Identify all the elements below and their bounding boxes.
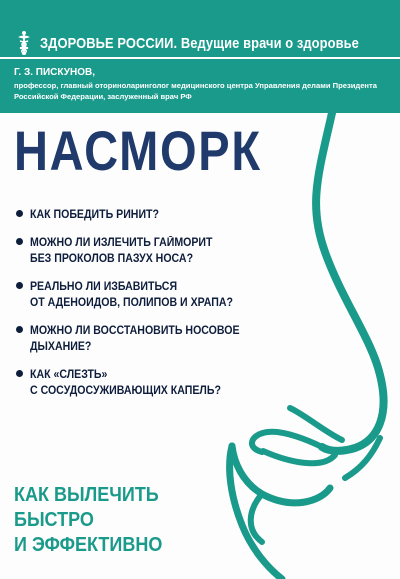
tagline: КАК ВЫЛЕЧИТЬ БЫСТРО И ЭФФЕКТИВНО xyxy=(14,484,163,556)
series-row xyxy=(14,30,400,56)
series-title: ЗДОРОВЬЕ РОССИИ. Ведущие врачи о здоровье xyxy=(40,34,359,52)
list-item xyxy=(16,279,306,311)
header-band xyxy=(0,0,400,113)
list-item xyxy=(16,323,306,355)
caduceus-icon xyxy=(14,30,34,56)
bullet-icon xyxy=(16,282,23,289)
author-name: Г. З. ПИСКУНОВ, xyxy=(14,67,95,78)
question-text: КАК ПОБЕДИТЬ РИНИТ? xyxy=(30,209,159,221)
question-text: МОЖНО ЛИ ИЗЛЕЧИТЬ ГАЙМОРИТ БЕЗ ПРОКОЛОВ ПАЗУХ НОСА? xyxy=(30,237,213,265)
header-divider xyxy=(0,57,400,59)
book-title: НАСМОРК xyxy=(14,119,262,182)
bullet-icon xyxy=(16,326,23,333)
bullet-icon xyxy=(16,370,23,377)
list-item xyxy=(16,367,306,399)
question-text: МОЖНО ЛИ ВОССТАНОВИТЬ НОСОВОЕ ДЫХАНИЕ? xyxy=(30,325,240,353)
bullet-icon xyxy=(16,210,23,217)
question-list xyxy=(16,207,306,411)
question-text: РЕАЛЬНО ЛИ ИЗБАВИТЬСЯ ОТ АДЕНОИДОВ, ПОЛИПОВ И ХРАПА? xyxy=(30,281,233,309)
author-description: профессор, главный оториноларинголог медицинского центра Управления делами Президента Российской Федерации, заслуженный врач РФ xyxy=(14,81,377,101)
list-item xyxy=(16,207,306,223)
question-text: КАК «СЛЕЗТЬ» С СОСУДОСУЖИВАЮЩИХ КАПЕЛЬ? xyxy=(30,369,221,397)
bullet-icon xyxy=(16,238,23,245)
list-item xyxy=(16,235,306,267)
